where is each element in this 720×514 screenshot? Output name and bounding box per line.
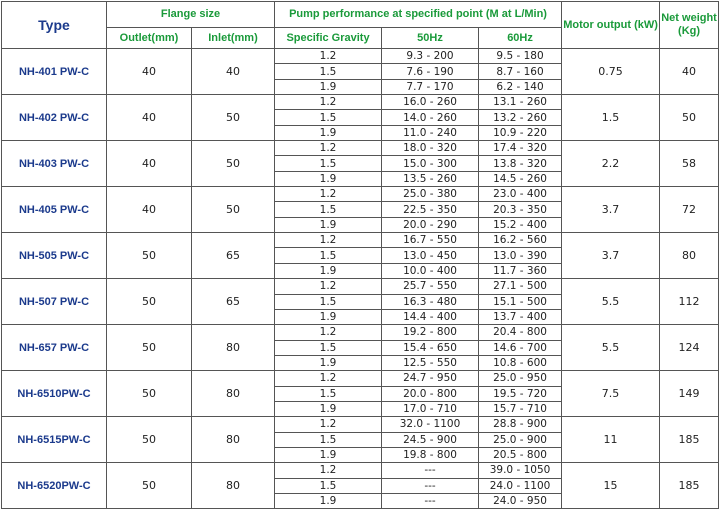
- model-type-cell: NH-505 PW-C: [2, 233, 107, 279]
- 50hz-cell: 20.0 - 800: [382, 386, 479, 401]
- outlet-cell: 40: [107, 141, 192, 187]
- specific-gravity-cell: 1.5: [275, 156, 382, 171]
- table-row: [2, 417, 719, 432]
- 50hz-cell: 16.7 - 550: [382, 233, 479, 248]
- 50hz-cell: 14.0 - 260: [382, 110, 479, 125]
- specific-gravity-cell: 1.2: [275, 417, 382, 432]
- motor-output-cell: 3.7: [562, 233, 660, 279]
- model-type-cell: NH-402 PW-C: [2, 95, 107, 141]
- 60hz-cell: 23.0 - 400: [479, 187, 562, 202]
- 60hz-cell: 14.6 - 700: [479, 340, 562, 355]
- outlet-cell: 40: [107, 95, 192, 141]
- table-body: [2, 49, 719, 509]
- inlet-cell: 80: [192, 417, 275, 463]
- specific-gravity-cell: 1.5: [275, 202, 382, 217]
- table-row: [2, 371, 719, 386]
- motor-output-header: Motor output (kW): [562, 2, 660, 49]
- 50hz-cell: 25.7 - 550: [382, 279, 479, 294]
- specific-gravity-cell: 1.9: [275, 217, 382, 232]
- motor-output-cell: 5.5: [562, 325, 660, 371]
- outlet-cell: 50: [107, 463, 192, 509]
- 50hz-cell: 19.2 - 800: [382, 325, 479, 340]
- 50hz-cell: ---: [382, 478, 479, 493]
- 50hz-cell: 22.5 - 350: [382, 202, 479, 217]
- 50hz-cell: 25.0 - 380: [382, 187, 479, 202]
- inlet-cell: 80: [192, 325, 275, 371]
- net-weight-cell: 149: [660, 371, 719, 417]
- specific-gravity-cell: 1.9: [275, 401, 382, 416]
- model-type-cell: NH-403 PW-C: [2, 141, 107, 187]
- 60hz-cell: 10.8 - 600: [479, 355, 562, 370]
- net-weight-cell: 124: [660, 325, 719, 371]
- inlet-cell: 80: [192, 463, 275, 509]
- table-row: [2, 279, 719, 294]
- outlet-cell: 50: [107, 417, 192, 463]
- 60hz-cell: 27.1 - 500: [479, 279, 562, 294]
- 60hz-cell: 15.1 - 500: [479, 294, 562, 309]
- 50hz-cell: 13.5 - 260: [382, 171, 479, 186]
- net-weight-cell: 40: [660, 49, 719, 95]
- 60hz-cell: 15.7 - 710: [479, 401, 562, 416]
- motor-output-cell: 3.7: [562, 187, 660, 233]
- 50hz-header: 50Hz: [382, 28, 479, 49]
- 50hz-cell: ---: [382, 493, 479, 508]
- 60hz-cell: 14.5 - 260: [479, 171, 562, 186]
- specific-gravity-cell: 1.2: [275, 141, 382, 156]
- specific-gravity-cell: 1.5: [275, 478, 382, 493]
- inlet-cell: 50: [192, 141, 275, 187]
- 60hz-cell: 13.1 - 260: [479, 95, 562, 110]
- inlet-cell: 50: [192, 95, 275, 141]
- outlet-cell: 50: [107, 371, 192, 417]
- motor-output-cell: 2.2: [562, 141, 660, 187]
- motor-output-cell: 11: [562, 417, 660, 463]
- specific-gravity-cell: 1.5: [275, 386, 382, 401]
- 60hz-cell: 15.2 - 400: [479, 217, 562, 232]
- model-type-cell: NH-6520PW-C: [2, 463, 107, 509]
- motor-output-cell: 7.5: [562, 371, 660, 417]
- pump-performance-header: Pump performance at specified point (M at L/Min): [275, 2, 562, 28]
- specific-gravity-cell: 1.2: [275, 233, 382, 248]
- specific-gravity-cell: 1.2: [275, 49, 382, 64]
- model-type-cell: NH-405 PW-C: [2, 187, 107, 233]
- table-row: [2, 187, 719, 202]
- 50hz-cell: 32.0 - 1100: [382, 417, 479, 432]
- inlet-cell: 65: [192, 233, 275, 279]
- specific-gravity-header: Specific Gravity: [275, 28, 382, 49]
- table-row: [2, 141, 719, 156]
- model-type-cell: NH-6510PW-C: [2, 371, 107, 417]
- model-type-cell: NH-6515PW-C: [2, 417, 107, 463]
- net-weight-cell: 58: [660, 141, 719, 187]
- 50hz-cell: 24.7 - 950: [382, 371, 479, 386]
- 50hz-cell: 15.0 - 300: [382, 156, 479, 171]
- 60hz-cell: 10.9 - 220: [479, 125, 562, 140]
- 60hz-cell: 13.7 - 400: [479, 309, 562, 324]
- table-row: [2, 325, 719, 340]
- 50hz-cell: ---: [382, 463, 479, 478]
- 60hz-cell: 13.2 - 260: [479, 110, 562, 125]
- specific-gravity-cell: 1.9: [275, 447, 382, 462]
- outlet-cell: 50: [107, 325, 192, 371]
- net-weight-cell: 112: [660, 279, 719, 325]
- specific-gravity-cell: 1.5: [275, 432, 382, 447]
- 60hz-cell: 20.4 - 800: [479, 325, 562, 340]
- specific-gravity-cell: 1.2: [275, 95, 382, 110]
- type-header: Type: [2, 2, 107, 49]
- 50hz-cell: 9.3 - 200: [382, 49, 479, 64]
- specific-gravity-cell: 1.5: [275, 340, 382, 355]
- 50hz-cell: 7.6 - 190: [382, 64, 479, 79]
- 60hz-cell: 17.4 - 320: [479, 141, 562, 156]
- specific-gravity-cell: 1.2: [275, 371, 382, 386]
- 60hz-cell: 28.8 - 900: [479, 417, 562, 432]
- model-type-cell: NH-401 PW-C: [2, 49, 107, 95]
- motor-output-cell: 1.5: [562, 95, 660, 141]
- 50hz-cell: 19.8 - 800: [382, 447, 479, 462]
- 50hz-cell: 10.0 - 400: [382, 263, 479, 278]
- specific-gravity-cell: 1.9: [275, 79, 382, 94]
- motor-output-cell: 15: [562, 463, 660, 509]
- outlet-cell: 40: [107, 49, 192, 95]
- model-type-cell: NH-657 PW-C: [2, 325, 107, 371]
- 50hz-cell: 12.5 - 550: [382, 355, 479, 370]
- pump-spec-table: [1, 1, 719, 509]
- specific-gravity-cell: 1.5: [275, 294, 382, 309]
- specific-gravity-cell: 1.2: [275, 187, 382, 202]
- 50hz-cell: 7.7 - 170: [382, 79, 479, 94]
- 60hz-cell: 20.5 - 800: [479, 447, 562, 462]
- inlet-cell: 40: [192, 49, 275, 95]
- 60hz-cell: 24.0 - 1100: [479, 478, 562, 493]
- 60hz-cell: 39.0 - 1050: [479, 463, 562, 478]
- 50hz-cell: 15.4 - 650: [382, 340, 479, 355]
- specific-gravity-cell: 1.5: [275, 248, 382, 263]
- specific-gravity-cell: 1.5: [275, 64, 382, 79]
- 60hz-cell: 6.2 - 140: [479, 79, 562, 94]
- inlet-header: Inlet(mm): [192, 28, 275, 49]
- table-row: [2, 95, 719, 110]
- 60hz-cell: 20.3 - 350: [479, 202, 562, 217]
- 60hz-cell: 16.2 - 560: [479, 233, 562, 248]
- specific-gravity-cell: 1.9: [275, 125, 382, 140]
- 60hz-cell: 25.0 - 950: [479, 371, 562, 386]
- table-row: [2, 233, 719, 248]
- outlet-cell: 50: [107, 233, 192, 279]
- table-row: [2, 463, 719, 478]
- net-weight-header: Net weight (Kg): [660, 2, 719, 49]
- motor-output-cell: 5.5: [562, 279, 660, 325]
- 60hz-header: 60Hz: [479, 28, 562, 49]
- 50hz-cell: 24.5 - 900: [382, 432, 479, 447]
- net-weight-cell: 72: [660, 187, 719, 233]
- net-weight-cell: 185: [660, 417, 719, 463]
- specific-gravity-cell: 1.9: [275, 171, 382, 186]
- inlet-cell: 50: [192, 187, 275, 233]
- 60hz-cell: 11.7 - 360: [479, 263, 562, 278]
- inlet-cell: 80: [192, 371, 275, 417]
- specific-gravity-cell: 1.2: [275, 279, 382, 294]
- specific-gravity-cell: 1.2: [275, 463, 382, 478]
- specific-gravity-cell: 1.9: [275, 493, 382, 508]
- 50hz-cell: 14.4 - 400: [382, 309, 479, 324]
- inlet-cell: 65: [192, 279, 275, 325]
- outlet-header: Outlet(mm): [107, 28, 192, 49]
- 60hz-cell: 25.0 - 900: [479, 432, 562, 447]
- net-weight-cell: 50: [660, 95, 719, 141]
- specific-gravity-cell: 1.9: [275, 309, 382, 324]
- 50hz-cell: 13.0 - 450: [382, 248, 479, 263]
- 60hz-cell: 13.0 - 390: [479, 248, 562, 263]
- net-weight-cell: 80: [660, 233, 719, 279]
- 60hz-cell: 8.7 - 160: [479, 64, 562, 79]
- 60hz-cell: 9.5 - 180: [479, 49, 562, 64]
- model-type-cell: NH-507 PW-C: [2, 279, 107, 325]
- outlet-cell: 40: [107, 187, 192, 233]
- 60hz-cell: 13.8 - 320: [479, 156, 562, 171]
- 50hz-cell: 17.0 - 710: [382, 401, 479, 416]
- 50hz-cell: 16.3 - 480: [382, 294, 479, 309]
- specific-gravity-cell: 1.5: [275, 110, 382, 125]
- table-row: [2, 49, 719, 64]
- 60hz-cell: 19.5 - 720: [479, 386, 562, 401]
- 60hz-cell: 24.0 - 950: [479, 493, 562, 508]
- outlet-cell: 50: [107, 279, 192, 325]
- specific-gravity-cell: 1.9: [275, 263, 382, 278]
- 50hz-cell: 18.0 - 320: [382, 141, 479, 156]
- 50hz-cell: 11.0 - 240: [382, 125, 479, 140]
- specific-gravity-cell: 1.2: [275, 325, 382, 340]
- net-weight-cell: 185: [660, 463, 719, 509]
- motor-output-cell: 0.75: [562, 49, 660, 95]
- 50hz-cell: 16.0 - 260: [382, 95, 479, 110]
- 50hz-cell: 20.0 - 290: [382, 217, 479, 232]
- specific-gravity-cell: 1.9: [275, 355, 382, 370]
- flange-size-header: Flange size: [107, 2, 275, 28]
